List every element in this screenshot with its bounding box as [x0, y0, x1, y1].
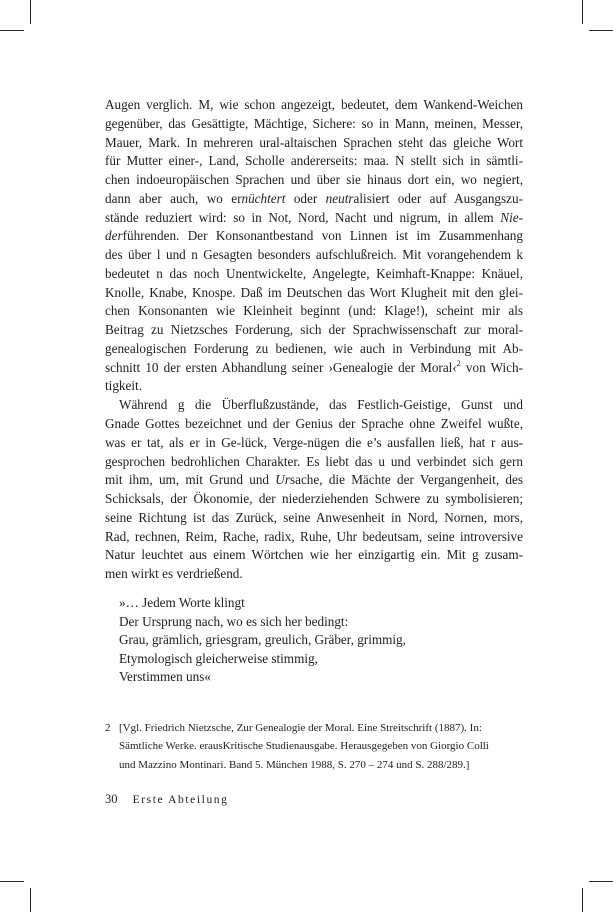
text-run: Natur leuchtet aus einem Wörtchen wie her einzigartig ein. Mit g zusam-: [105, 547, 523, 563]
text-run: für Mutter einer-, Land, Scholle andererseits: maa. N stellt sich in sämtli-: [105, 153, 523, 169]
text-line: [105, 490, 523, 509]
emphasis-text: neutr: [325, 190, 354, 206]
crop-mark: [589, 30, 613, 31]
text-line: [105, 115, 523, 134]
crop-mark: [0, 881, 24, 882]
text-line: [105, 246, 523, 265]
text-line: [105, 453, 523, 472]
poem-line: Verstimmen uns«: [119, 669, 211, 685]
text-run: gesprochen bedrohlichen Charakter. Es liebt das u und verbindet sich gern: [105, 453, 523, 469]
text-line: [105, 415, 523, 434]
text-run: sache, die Mächte der Vergangenheit, des: [289, 472, 523, 488]
poem-line: Der Ursprung nach, wo es sich her bedingt:: [119, 613, 349, 629]
text-run: seine Richtung ist das Zurück, seine Anwesenheit in Nord, Nornen, mors,: [105, 509, 523, 525]
poem-line: Grau, grämlich, griesgram, greulich, Gräber, grimmig,: [119, 632, 406, 648]
text-run: oder: [285, 190, 326, 206]
text-line: [105, 396, 523, 415]
emphasis-text: der: [105, 228, 123, 244]
text-run: Während g die Überflußzustände, das Festlich-Geistige, Gunst und: [119, 397, 523, 413]
text-line: [105, 134, 523, 153]
text-line: [105, 565, 523, 584]
text-run: men wirkt es verdrießend.: [105, 566, 243, 582]
text-line: [105, 302, 523, 321]
text-run: Knolle, Knabe, Knospe. Daß im Deutschen das Wort Klugheit mit den glei-: [105, 284, 523, 300]
text-run: schnitt 10 der ersten Abhandlung seiner ›Genealogie der Moral‹: [105, 359, 457, 375]
emphasis-text: Ur: [275, 472, 290, 488]
crop-mark: [30, 0, 31, 24]
footnote: [105, 719, 523, 774]
footnote-number: 2: [105, 722, 111, 734]
text-run: führenden. Der Konsonantbestand von Linnen ist im Zusammenhang: [122, 228, 523, 244]
text-run: von Wich-: [460, 359, 523, 375]
text-run: was er tat, als er in Ge-lück, Verge-nügen die e’s ausfallen ließ, hat r aus-: [105, 434, 523, 450]
text-run: gegenüber, das Gesättigte, Mächtige, Sichere: so in Mann, meinen, Messer,: [105, 115, 523, 131]
text-run: Gnade Gottes bezeichnet und der Genius der Sprache ohne Zweifel wußte,: [105, 416, 523, 432]
text-line: [105, 377, 523, 396]
text-line: [105, 528, 523, 547]
crop-mark: [582, 888, 583, 912]
text-run: alisiert oder auf Ausgangszu-: [353, 190, 523, 206]
text-line: [105, 359, 523, 378]
footnote-line: [105, 756, 523, 774]
text-run: stände reduziert wird: so in Not, Nord, Nacht und nigrum, in allem: [105, 209, 501, 225]
text-line: [105, 340, 523, 359]
emphasis-text: nüchtert: [241, 190, 286, 206]
text-line: [105, 152, 523, 171]
text-run: Schicksals, der Ökonomie, der niederziehenden Schwere zu symbolisieren;: [105, 491, 523, 507]
poem-line: Etymologisch gleicherweise stimmig,: [119, 650, 318, 666]
text-line: [105, 284, 523, 303]
footnote-text: [Vgl. Friedrich Nietzsche, Zur Genealogie der Moral. Eine Streitschrift (1887). In:: [119, 722, 482, 734]
emphasis-text: Nie-: [500, 209, 523, 225]
text-line: [105, 546, 523, 565]
text-run: tigkeit.: [105, 378, 142, 394]
text-run: genealogischen Forderung zu bedienen, wie auch in Verbindung mit Ab-: [105, 340, 523, 356]
footnote-reference: 2: [456, 358, 461, 368]
crop-mark: [30, 888, 31, 912]
text-run: bedeutet n das noch Unentwickelte, Angelegte, Keimhaft-Knappe: Knäuel,: [105, 265, 523, 281]
footnote-text: Sämtliche Werke. erausKritische Studienausgabe. Herausgegeben von Giorgio Colli: [119, 740, 489, 753]
page-footer: [105, 792, 229, 807]
text-line: [105, 434, 523, 453]
text-line: [105, 471, 523, 490]
text-run: mit ihm, um, mit Grund und: [105, 472, 276, 488]
text-run: Rad, rechnen, Reim, Rache, radix, Ruhe, Uhr bedeutsam, seine introversive: [105, 528, 523, 544]
crop-mark: [589, 881, 613, 882]
text-run: Augen verglich. M, wie schon angezeigt, bedeutet, dem Wankend-Weichen: [105, 97, 523, 112]
text-run: chen Konsonanten wie Kleinheit beginnt (und: Klage!), scheint mir als: [105, 303, 523, 319]
text-run: dann aber auch, wo er: [105, 190, 242, 206]
text-line: [105, 509, 523, 528]
footnote-text: und Mazzino Montinari. Band 5. München 1988, S. 270 – 274 und S. 288/289.]: [119, 758, 470, 771]
footnote-line: [105, 719, 523, 737]
text-line: [105, 265, 523, 284]
page-body: [105, 96, 523, 687]
text-run: chen indoeuropäischen Sprachen und über sie hinaus dort ein, wo negiert,: [105, 172, 523, 188]
text-line: [105, 209, 523, 228]
text-line: [105, 190, 523, 209]
poem-quote: [105, 594, 523, 687]
crop-mark: [582, 0, 583, 24]
text-line: [105, 321, 523, 340]
crop-mark: [0, 30, 24, 31]
running-section-title: Erste Abteilung: [132, 794, 229, 806]
text-run: des über l und n Gesagten besonders aufschlußreich. Mit vorangehendem k: [105, 247, 523, 263]
text-run: Beitrag zu Nietzsches Forderung, sich der Sprachwissenschaft zur moral-: [105, 322, 523, 338]
poem-line: »… Jedem Worte klingt: [119, 594, 245, 610]
text-run: Mauer, Mark. In mehreren ural-altaischen Sprachen steht das gleiche Wort: [105, 134, 523, 150]
text-line: [105, 171, 523, 190]
page-number: 30: [105, 792, 118, 806]
text-line: [105, 227, 523, 246]
main-text: [105, 96, 523, 584]
footnote-line: [105, 737, 523, 755]
text-line: [105, 96, 523, 115]
